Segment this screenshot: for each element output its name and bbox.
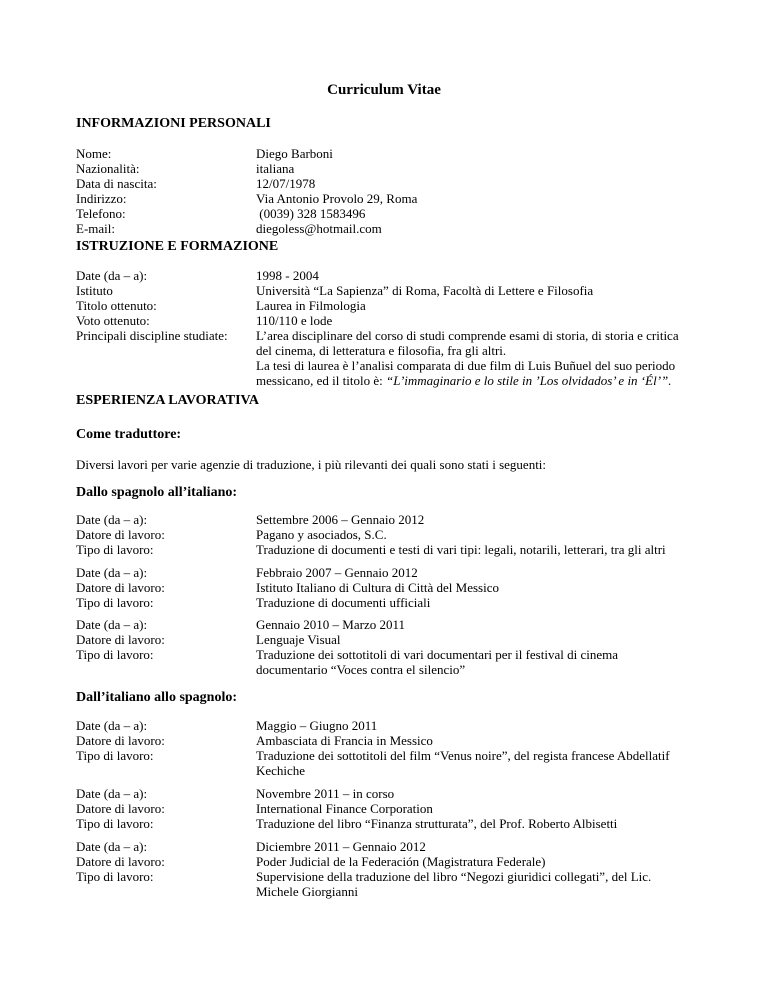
job-type-label: Tipo di lavoro: — [76, 542, 154, 557]
edu-grade-label: Voto ottenuto: — [76, 313, 150, 328]
experience-heading: ESPERIENZA LAVORATIVA — [76, 393, 259, 408]
job-employer: Poder Judicial de la Federación (Magistratura Federale) — [256, 854, 546, 869]
job-employer: Lenguaje Visual — [256, 632, 341, 647]
education-block — [76, 268, 692, 388]
job-employer: Istituto Italiano di Cultura di Città del Messico — [256, 580, 499, 595]
job-dates-label: Date (da – a): — [76, 512, 148, 527]
job-labels — [76, 617, 256, 677]
edu-disciplines-label: Principali discipline studiate: — [76, 328, 228, 343]
edu-disciplines-value: L’area disciplinare del corso di studi comprende esami di storia, di storia e critica del cinema, di letteratura e filosofia, fra gli altri. — [256, 328, 679, 358]
it-es-heading: Dall’italiano allo spagnolo: — [76, 690, 238, 705]
name-label: Nome: — [76, 146, 112, 161]
job-dates-label: Date (da – a): — [76, 718, 148, 733]
nationality-value: italiana — [256, 161, 295, 176]
birthdate-label: Data di nascita: — [76, 176, 157, 191]
personal-labels — [76, 146, 256, 236]
job-entry — [76, 617, 692, 677]
job-values — [256, 839, 692, 899]
translator-intro: Diversi lavori per varie agenzie di traduzione, i più rilevanti dei quali sono stati i seguenti: — [76, 457, 547, 472]
job-employer: Pagano y asociados, S.C. — [256, 527, 387, 542]
address-value: Via Antonio Provolo 29, Roma — [256, 191, 418, 206]
name-value: Diego Barboni — [256, 146, 333, 161]
job-type: Traduzione del libro “Finanza strutturata”, del Prof. Roberto Albisetti — [256, 816, 618, 831]
job-entry — [76, 512, 692, 557]
edu-grade-value: 110/110 e lode — [256, 313, 333, 328]
job-dates-label: Date (da – a): — [76, 839, 148, 854]
education-labels — [76, 268, 256, 388]
job-type-label: Tipo di lavoro: — [76, 647, 154, 662]
job-employer-label: Datore di lavoro: — [76, 632, 165, 647]
personal-info-block — [76, 146, 692, 236]
nationality-label: Nazionalità: — [76, 161, 140, 176]
job-type: Traduzione dei sottotitoli del film “Venus noire”, del regista francese Abdellatif Kechiche — [256, 748, 670, 778]
job-values — [256, 617, 692, 677]
job-dates-label: Date (da – a): — [76, 786, 148, 801]
edu-dates-label: Date (da – a): — [76, 268, 148, 283]
email-label: E-mail: — [76, 221, 115, 236]
job-dates: Maggio – Giugno 2011 — [256, 718, 378, 733]
edu-thesis-text: La tesi di laurea è l’analisi comparata di due film di Luis Buñuel del suo periodo messicano, ed il titolo è: — [256, 358, 676, 388]
edu-degree-value: Laurea in Filmologia — [256, 298, 366, 313]
job-type: Traduzione di documenti ufficiali — [256, 595, 431, 610]
job-dates: Diciembre 2011 – Gennaio 2012 — [256, 839, 426, 854]
personal-info-heading: INFORMAZIONI PERSONALI — [76, 116, 271, 131]
job-entry — [76, 565, 692, 610]
document-title: Curriculum Vitae — [327, 82, 441, 98]
education-heading: ISTRUZIONE E FORMAZIONE — [76, 239, 279, 254]
job-entry — [76, 839, 692, 899]
job-labels — [76, 839, 256, 899]
job-labels — [76, 718, 256, 778]
job-employer-label: Datore di lavoro: — [76, 854, 165, 869]
job-type-label: Tipo di lavoro: — [76, 748, 154, 763]
job-type: Traduzione dei sottotitoli di vari documentari per il festival di cinema documentario “Voces contra el silencio” — [256, 647, 618, 677]
job-employer: Ambasciata di Francia in Messico — [256, 733, 433, 748]
job-entry — [76, 786, 692, 831]
job-dates: Novembre 2011 – in corso — [256, 786, 395, 801]
job-dates-label: Date (da – a): — [76, 617, 148, 632]
job-employer-label: Datore di lavoro: — [76, 527, 165, 542]
phone-label: Telefono: — [76, 206, 126, 221]
job-labels — [76, 512, 256, 557]
job-dates: Gennaio 2010 – Marzo 2011 — [256, 617, 405, 632]
address-label: Indirizzo: — [76, 191, 127, 206]
job-dates-label: Date (da – a): — [76, 565, 148, 580]
job-type: Supervisione della traduzione del libro “Negozi giuridici collegati”, del Lic. Michele Giorgianni — [256, 869, 652, 899]
job-employer-label: Datore di lavoro: — [76, 580, 165, 595]
personal-values — [256, 146, 692, 236]
job-type-label: Tipo di lavoro: — [76, 595, 154, 610]
job-values — [256, 718, 692, 778]
job-labels — [76, 565, 256, 610]
job-dates: Settembre 2006 – Gennaio 2012 — [256, 512, 425, 527]
email-value: diegoless@hotmail.com — [256, 221, 382, 236]
translator-heading: Come traduttore: — [76, 427, 182, 442]
job-dates: Febbraio 2007 – Gennaio 2012 — [256, 565, 418, 580]
job-employer-label: Datore di lavoro: — [76, 733, 165, 748]
es-it-heading: Dallo spagnolo all’italiano: — [76, 485, 238, 500]
edu-thesis-title: “L’immaginario e lo stile in ’Los olvidados’ e in ‘Él’”. — [385, 373, 672, 388]
job-type-label: Tipo di lavoro: — [76, 816, 154, 831]
phone-value: (0039) 328 1583496 — [256, 206, 366, 221]
job-employer-label: Datore di lavoro: — [76, 801, 165, 816]
job-values — [256, 512, 692, 557]
edu-institute-label: Istituto — [76, 283, 113, 298]
edu-institute-value: Università “La Sapienza” di Roma, Facoltà di Lettere e Filosofia — [256, 283, 594, 298]
birthdate-value: 12/07/1978 — [256, 176, 316, 191]
edu-degree-label: Titolo ottenuto: — [76, 298, 157, 313]
edu-thesis — [256, 358, 692, 388]
job-employer: International Finance Corporation — [256, 801, 433, 816]
edu-dates-value: 1998 - 2004 — [256, 268, 319, 283]
job-type: Traduzione di documenti e testi di vari tipi: legali, notarili, letterari, tra gli altri — [256, 542, 666, 557]
job-entry — [76, 718, 692, 778]
job-values — [256, 786, 692, 831]
job-type-label: Tipo di lavoro: — [76, 869, 154, 884]
job-labels — [76, 786, 256, 831]
job-values — [256, 565, 692, 610]
education-values — [256, 268, 692, 388]
